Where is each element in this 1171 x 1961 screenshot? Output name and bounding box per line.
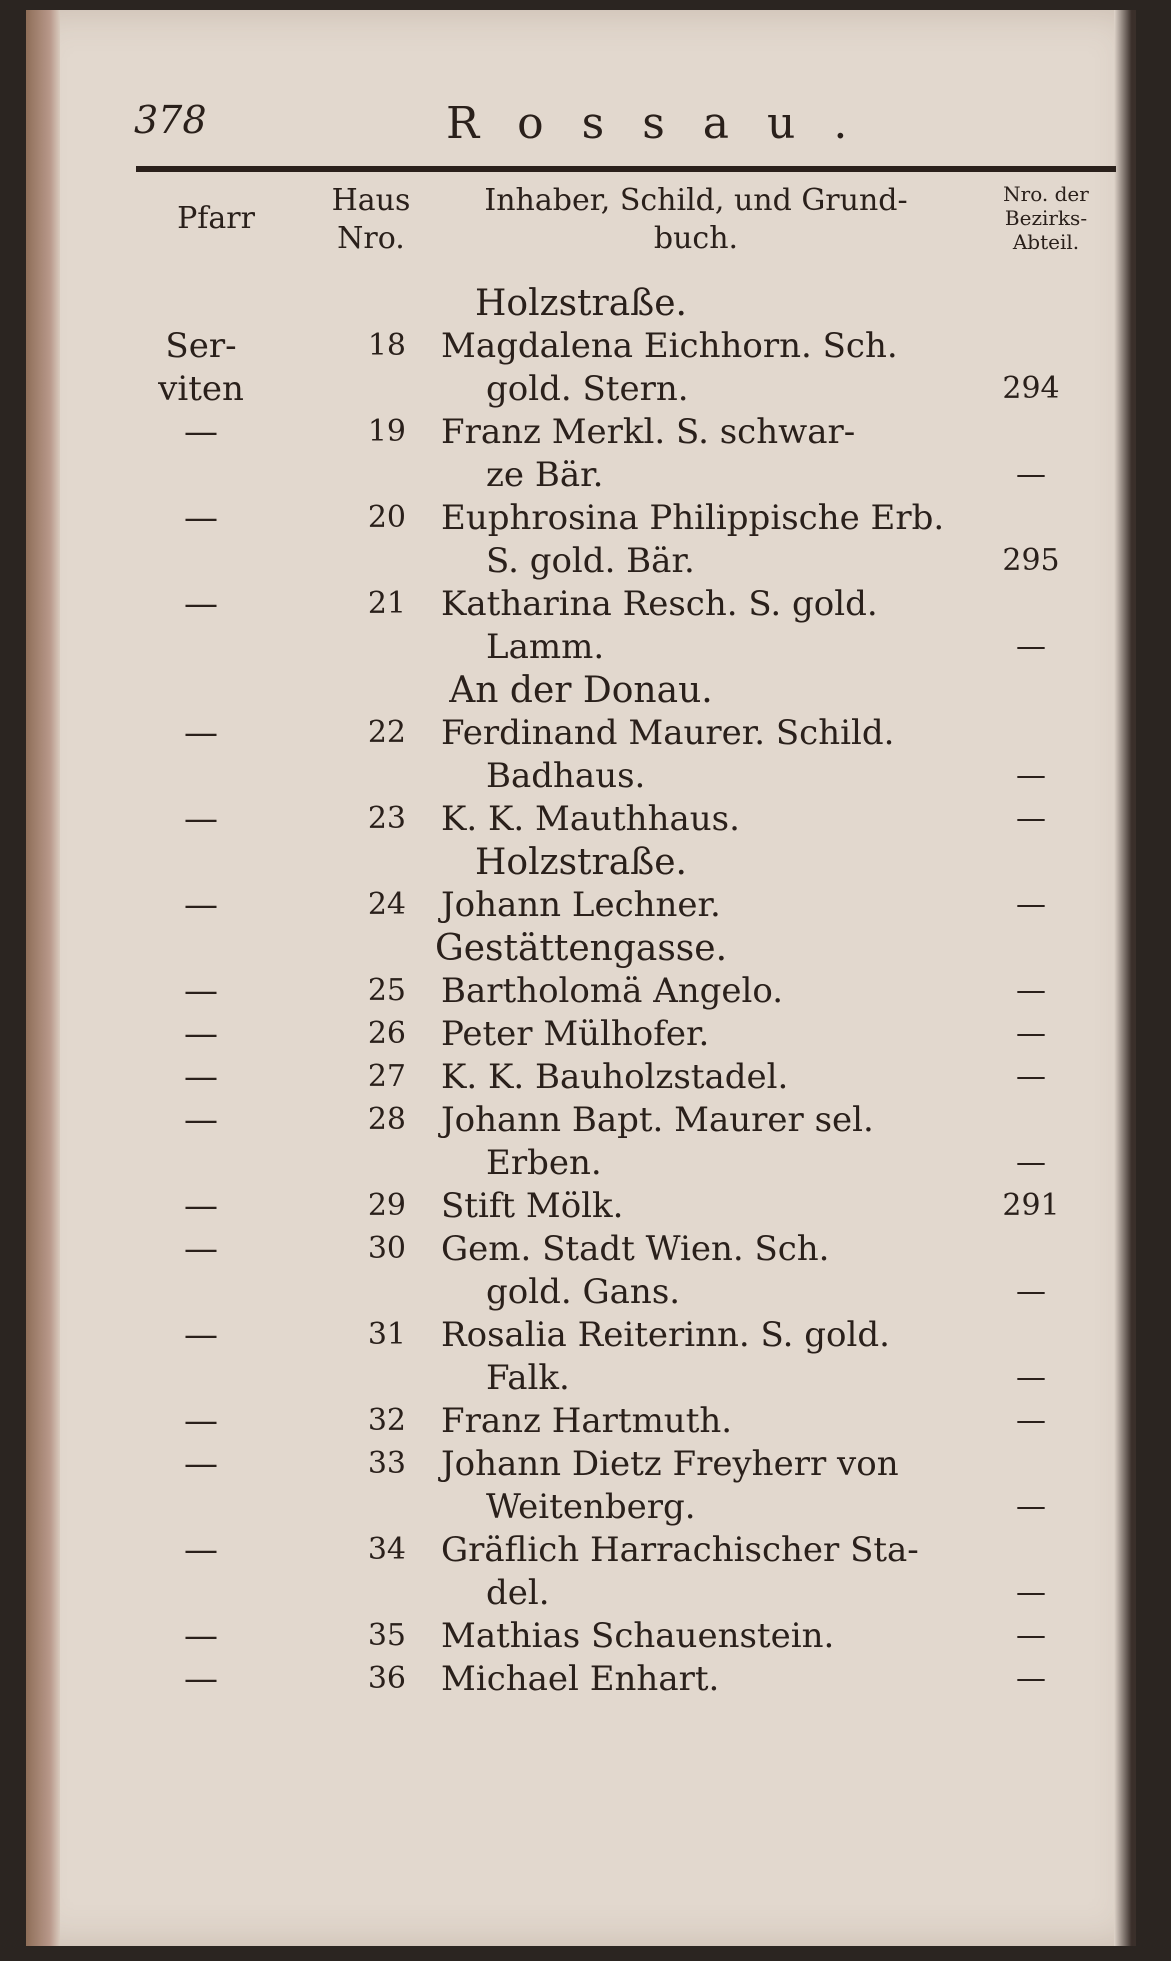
haus-nro-cell: 18 — [367, 328, 406, 363]
entry-continuation-row — [26, 454, 1136, 496]
entry-continuation-row — [26, 1486, 1136, 1528]
inhaber-cell: Michael Enhart. — [441, 1659, 720, 1699]
entry-continuation-row — [26, 1142, 1136, 1184]
haus-nro-cell: 30 — [367, 1231, 406, 1266]
header-inhaber: Inhaber, Schild, und Grund-buch. — [484, 183, 908, 256]
pfarr-cell: — — [184, 1659, 218, 1699]
pfarr-cell: — — [184, 713, 218, 753]
inhaber-cell: Mathias Schauenstein. — [441, 1616, 835, 1656]
pfarr-cell: — — [184, 1014, 218, 1054]
entry-continuation-row — [26, 626, 1136, 668]
inhaber-cell: Gem. Stadt Wien. Sch. — [441, 1229, 830, 1269]
entry-continuation-row — [26, 1357, 1136, 1399]
inhaber-cell: Falk. — [486, 1358, 570, 1398]
haus-nro-cell: 27 — [367, 1059, 406, 1094]
entry-continuation-row — [26, 368, 1136, 410]
bezirk-cell: — — [1016, 1575, 1046, 1610]
inhaber-cell: Euphrosina Philippische Erb. — [441, 498, 945, 538]
entry-row — [26, 1099, 1136, 1141]
header-rule-thick — [136, 166, 1116, 172]
inhaber-cell: Johann Dietz Freyherr von — [441, 1444, 899, 1484]
haus-nro-cell: 33 — [367, 1446, 406, 1481]
haus-nro-cell: 36 — [367, 1661, 406, 1696]
entry-row — [26, 1615, 1136, 1657]
entry-row — [26, 411, 1136, 453]
inhaber-cell: Johann Lechner. — [441, 885, 721, 925]
inhaber-cell: Badhaus. — [486, 756, 646, 796]
inhaber-cell: Magdalena Eichhorn. Sch. — [441, 326, 898, 366]
bezirk-cell: — — [1016, 1618, 1046, 1653]
inhaber-cell: Weitenberg. — [486, 1487, 696, 1527]
pfarr-cell: — — [184, 1057, 218, 1097]
bezirk-cell: — — [1016, 1360, 1046, 1395]
haus-nro-cell: 24 — [367, 887, 406, 922]
header-pfarr: Pfarr — [177, 201, 255, 236]
pfarr-cell: — — [184, 1315, 218, 1355]
bezirk-cell: 294 — [1002, 371, 1060, 406]
street-heading: Gestättengasse. — [434, 928, 728, 969]
pfarr-cell: — — [184, 1401, 218, 1441]
haus-nro-cell: 29 — [367, 1188, 406, 1223]
running-head: Rossau. — [446, 98, 886, 149]
entry-row — [26, 1228, 1136, 1270]
inhaber-cell: K. K. Mauthhaus. — [441, 799, 740, 839]
bezirk-cell: — — [1016, 1145, 1046, 1180]
bezirk-cell: — — [1016, 629, 1046, 664]
bezirk-cell: — — [1016, 1059, 1046, 1094]
haus-nro-cell: 25 — [367, 973, 406, 1008]
street-heading: Holzstraße. — [475, 283, 687, 324]
haus-nro-cell: 35 — [367, 1618, 406, 1653]
bezirk-cell: 291 — [1002, 1188, 1060, 1223]
inhaber-cell: Gräflich Harrachischer Sta- — [441, 1530, 919, 1570]
inhaber-cell: Stift Mölk. — [441, 1186, 624, 1226]
bezirk-cell: — — [1016, 758, 1046, 793]
entry-row — [26, 1443, 1136, 1485]
inhaber-cell: Franz Hartmuth. — [441, 1401, 733, 1441]
entry-row — [26, 1658, 1136, 1700]
inhaber-cell: Rosalia Reiterinn. S. gold. — [441, 1315, 890, 1355]
haus-nro-cell: 31 — [367, 1317, 406, 1352]
pfarr-cell: — — [184, 885, 218, 925]
pfarr-cell: — — [184, 1616, 218, 1656]
inhaber-cell: Peter Mülhofer. — [441, 1014, 710, 1054]
pfarr-cell: — — [184, 799, 218, 839]
entry-row — [26, 1185, 1136, 1227]
inhaber-cell: Franz Merkl. S. schwar- — [441, 412, 856, 452]
pfarr-cell: — — [184, 971, 218, 1011]
inhaber-cell: Erben. — [486, 1143, 602, 1183]
haus-nro-cell: 19 — [367, 414, 406, 449]
entry-row — [26, 1056, 1136, 1098]
pfarr-cell: — — [184, 498, 218, 538]
pfarr-cell: — — [184, 1444, 218, 1484]
pfarr-cell: — — [184, 1100, 218, 1140]
bezirk-cell: — — [1016, 1016, 1046, 1051]
entry-row — [26, 798, 1136, 840]
haus-nro-cell: 23 — [367, 801, 406, 836]
haus-nro-cell: 20 — [367, 500, 406, 535]
inhaber-cell: ze Bär. — [486, 455, 604, 495]
street-heading: An der Donau. — [449, 670, 713, 711]
pfarr-cell: — — [184, 412, 218, 452]
haus-nro-cell: 22 — [367, 715, 406, 750]
bezirk-cell: — — [1016, 1403, 1046, 1438]
inhaber-cell: Katharina Resch. S. gold. — [441, 584, 878, 624]
inhaber-cell: gold. Gans. — [486, 1272, 681, 1312]
entry-row — [26, 325, 1136, 367]
inhaber-cell: Ferdinand Maurer. Schild. — [441, 713, 895, 753]
entry-continuation-row — [26, 1271, 1136, 1313]
entry-row — [26, 583, 1136, 625]
entry-row — [26, 712, 1136, 754]
header-haus-nro: Haus Nro. — [331, 183, 411, 256]
entry-row — [26, 970, 1136, 1012]
bezirk-cell: — — [1016, 973, 1046, 1008]
inhaber-cell: S. gold. Bär. — [486, 541, 695, 581]
bezirk-cell: 295 — [1002, 543, 1060, 578]
page-number: 378 — [134, 98, 207, 142]
pfarr-cell: — — [184, 1229, 218, 1269]
bezirk-cell: — — [1016, 1274, 1046, 1309]
inhaber-cell: del. — [486, 1573, 550, 1613]
haus-nro-cell: 28 — [367, 1102, 406, 1137]
entry-row — [26, 1314, 1136, 1356]
pfarr-cell: — — [184, 1186, 218, 1226]
entry-continuation-row — [26, 1572, 1136, 1614]
inhaber-cell: Bartholomä Angelo. — [441, 971, 784, 1011]
haus-nro-cell: 34 — [367, 1532, 406, 1567]
bezirk-cell: — — [1016, 1489, 1046, 1524]
entry-row — [26, 497, 1136, 539]
entry-row — [26, 1529, 1136, 1571]
pfarr-cell: Ser- — [165, 326, 237, 366]
bezirk-cell: — — [1016, 1661, 1046, 1696]
inhaber-cell: Lamm. — [486, 627, 605, 667]
entry-row — [26, 1400, 1136, 1442]
pfarr-cell: viten — [158, 369, 244, 409]
haus-nro-cell: 21 — [367, 586, 406, 621]
entry-row — [26, 1013, 1136, 1055]
header-bezirk: Nro. der Bezirks-Abteil. — [1003, 182, 1089, 254]
inhaber-cell: Johann Bapt. Maurer sel. — [441, 1100, 874, 1140]
haus-nro-cell: 26 — [367, 1016, 406, 1051]
haus-nro-cell: 32 — [367, 1403, 406, 1438]
inhaber-cell: K. K. Bauholzstadel. — [441, 1057, 789, 1097]
bezirk-cell: — — [1016, 887, 1046, 922]
entry-row — [26, 884, 1136, 926]
bezirk-cell: — — [1016, 801, 1046, 836]
bezirk-cell: — — [1016, 457, 1046, 492]
inhaber-cell: gold. Stern. — [486, 369, 689, 409]
street-heading: Holzstraße. — [475, 842, 687, 883]
pfarr-cell: — — [184, 584, 218, 624]
pfarr-cell: — — [184, 1530, 218, 1570]
book-page — [26, 10, 1136, 1946]
entry-continuation-row — [26, 755, 1136, 797]
entry-continuation-row — [26, 540, 1136, 582]
